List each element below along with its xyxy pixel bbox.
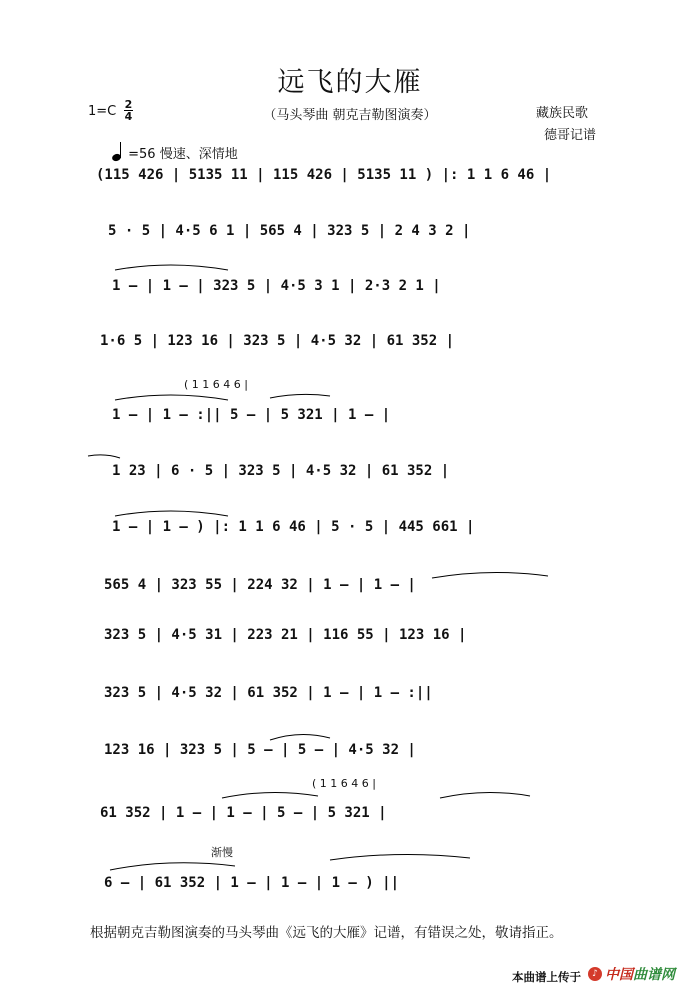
upload-notice: 本曲谱上传于	[512, 970, 581, 984]
score-line-6: 1 23 | 6 · 5 | 323 5 | 4·5 32 | 61 352 |	[112, 463, 450, 479]
slur	[115, 395, 228, 400]
tempo-text: 慢速、深情地	[159, 147, 238, 162]
slur	[110, 863, 235, 870]
slur	[432, 572, 548, 578]
score-line-11: 123 16 | 323 5 | 5 – | 5 – | 4·5 32 |	[104, 742, 416, 758]
logo-icon: ♪	[588, 967, 602, 981]
site-logo[interactable]	[588, 964, 675, 984]
score-line-1: (115 426 | 5135 11 | 115 426 | 5135 11 ) |: 1 1 6 46 |	[96, 167, 552, 183]
score-line-13: 6 – | 61 352 | 1 – | 1 – | 1 – ) ||	[104, 875, 400, 891]
score-line-4: 1·6 5 | 123 16 | 323 5 | 4·5 32 | 61 352 |	[100, 333, 455, 349]
logo-text-red: 中国	[605, 967, 633, 983]
slur	[115, 265, 228, 270]
score-line-5: 1 – | 1 – :|| 5 – | 5 321 | 1 – |	[112, 407, 391, 423]
performer-subtitle: （马头琴曲 朝克吉勒图演奏）	[263, 108, 437, 123]
slur	[270, 734, 330, 740]
slur	[330, 854, 470, 860]
score-line-12: 61 352 | 1 – | 1 – | 5 – | 5 321 |	[100, 805, 387, 821]
slur	[440, 792, 530, 798]
time-signature-bottom: 4	[124, 110, 133, 123]
transcriber: 德哥记谱	[544, 128, 597, 143]
song-title: 远飞的大雁	[277, 67, 423, 98]
repeat-cue-2: ( 1 1 6 4 6 |	[312, 777, 376, 790]
slur	[88, 455, 120, 458]
score-line-9: 323 5 | 4·5 31 | 223 21 | 116 55 | 123 16 |	[104, 627, 467, 643]
tempo-value: =56	[128, 147, 156, 162]
logo-text-green: 曲谱网	[633, 967, 675, 983]
score-line-2: 5 · 5 | 4·5 6 1 | 565 4 | 323 5 | 2 4 3 2 |	[108, 223, 471, 239]
song-origin: 藏族民歌	[536, 106, 589, 121]
score-line-10: 323 5 | 4·5 32 | 61 352 | 1 – | 1 – :||	[104, 685, 433, 701]
slur	[222, 792, 318, 798]
score-line-7: 1 – | 1 – ) |: 1 1 6 46 | 5 · 5 | 445 661 |	[112, 519, 475, 535]
ritardando-marking: 渐慢	[211, 846, 233, 859]
slur	[270, 394, 330, 398]
logo-text	[605, 964, 675, 984]
repeat-cue-1: ( 1 1 6 4 6 |	[184, 378, 248, 391]
footer-note: 根据朝克吉勒图演奏的马头琴曲《远飞的大雁》记谱，有错误之处，敬请指正。	[90, 925, 563, 941]
slur	[115, 511, 228, 516]
key-signature: 1=C	[88, 104, 117, 119]
score-line-3: 1 – | 1 – | 323 5 | 4·5 3 1 | 2·3 2 1 |	[112, 278, 441, 294]
time-signature-top: 2	[124, 98, 133, 111]
score-line-8: 565 4 | 323 55 | 224 32 | 1 – | 1 – |	[104, 577, 416, 593]
